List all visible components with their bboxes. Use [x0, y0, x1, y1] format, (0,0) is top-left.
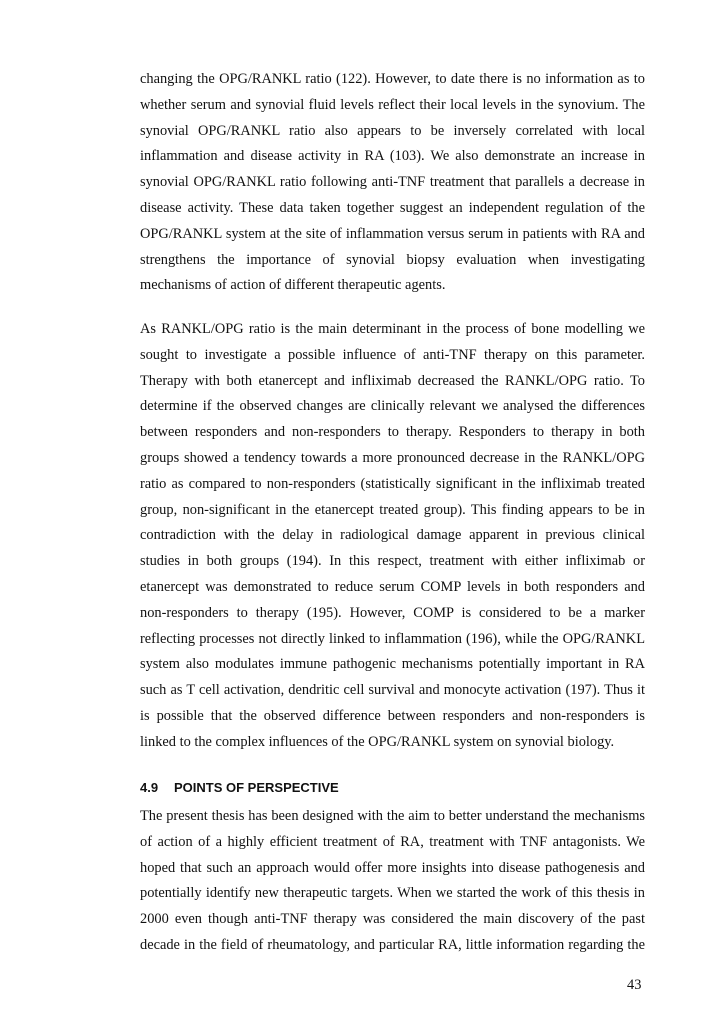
text-line: group, non-significant in the etanercept treated group). This finding appears to be in: [140, 501, 645, 518]
text-line: non-responders to therapy (195). However, COMP is considered to be a marker: [140, 604, 645, 621]
section-heading: [140, 780, 339, 796]
text-line: whether serum and synovial fluid levels reflect their local levels in the synovium. The: [140, 96, 645, 113]
text-line: As RANKL/OPG ratio is the main determinant in the process of bone modelling we: [140, 321, 645, 337]
page-number: 43: [627, 977, 642, 993]
text-line: inflammation and disease activity in RA (103). We also demonstrate an increase in: [140, 148, 645, 165]
paragraph-opg-rankl-synovial: [140, 67, 645, 299]
text-line: system also modulates immune pathogenic mechanisms potentially important in RA: [140, 656, 645, 673]
text-line: linked to the complex influences of the OPG/RANKL system on synovial biology.: [140, 733, 615, 750]
text-line: hoped that such an approach would offer more insights into disease pathogenesis and: [140, 859, 645, 876]
text-line: disease activity. These data taken together suggest an independent regulation of the: [140, 199, 645, 216]
text-line: decade in the field of rheumatology, and particular RA, little information regarding the: [140, 936, 645, 953]
text-line: synovial OPG/RANKL ratio also appears to be inversely correlated with local: [140, 122, 645, 139]
section-title: POINTS OF PERSPECTIVE: [174, 780, 339, 795]
text-line: 2000 even though anti-TNF therapy was considered the main discovery of the past: [140, 911, 645, 928]
text-line: Therapy with both etanercept and infliximab decreased the RANKL/OPG ratio. To: [140, 372, 645, 389]
text-line: of action of a highly efficient treatment of RA, treatment with TNF antagonists. We: [140, 833, 645, 850]
text-line: studies in both groups (194). In this respect, treatment with either infliximab or: [140, 553, 645, 570]
text-line: determine if the observed changes are clinically relevant we analysed the differences: [140, 398, 645, 415]
text-line: groups showed a tendency towards a more pronounced decrease in the RANKL/OPG: [140, 449, 645, 466]
text-line: etanercept was demonstrated to reduce serum COMP levels in both responders and: [140, 578, 645, 595]
text-line: mechanisms of action of different therapeutic agents.: [140, 277, 446, 294]
text-line: such as T cell activation, dendritic cell survival and monocyte activation (197). Thus it: [140, 682, 645, 699]
text-line: OPG/RANKL system at the site of inflammation versus serum in patients with RA and: [140, 225, 645, 242]
section-number: 4.9: [140, 780, 159, 795]
text-line: potentially identify new therapeutic targets. When we started the work of this thesis in: [140, 885, 645, 902]
text-line: changing the OPG/RANKL ratio (122). However, to date there is no information as to: [140, 71, 645, 87]
text-line: The present thesis has been designed with the aim to better understand the mechanisms: [140, 808, 645, 824]
text-line: synovial OPG/RANKL ratio following anti-TNF treatment that parallels a decrease in: [140, 174, 645, 191]
text-line: ratio as compared to non-responders (statistically significant in the infliximab treated: [140, 475, 645, 492]
paragraph-points-of-perspective: [140, 804, 645, 959]
text-line: contradiction with the delay in radiological damage apparent in previous clinical: [140, 527, 645, 544]
text-line: strengthens the importance of synovial biopsy evaluation when investigating: [140, 251, 645, 268]
text-line: sought to investigate a possible influence of anti-TNF therapy on this parameter.: [140, 346, 645, 363]
text-line: is possible that the observed difference between responders and non-responders is: [140, 707, 645, 724]
text-line: between responders and non-responders to therapy. Responders to therapy in both: [140, 424, 645, 441]
paragraph-rankl-opg-ratio: [140, 317, 645, 756]
text-line: reflecting processes not directly linked to inflammation (196), while the OPG/RANKL: [140, 630, 645, 647]
